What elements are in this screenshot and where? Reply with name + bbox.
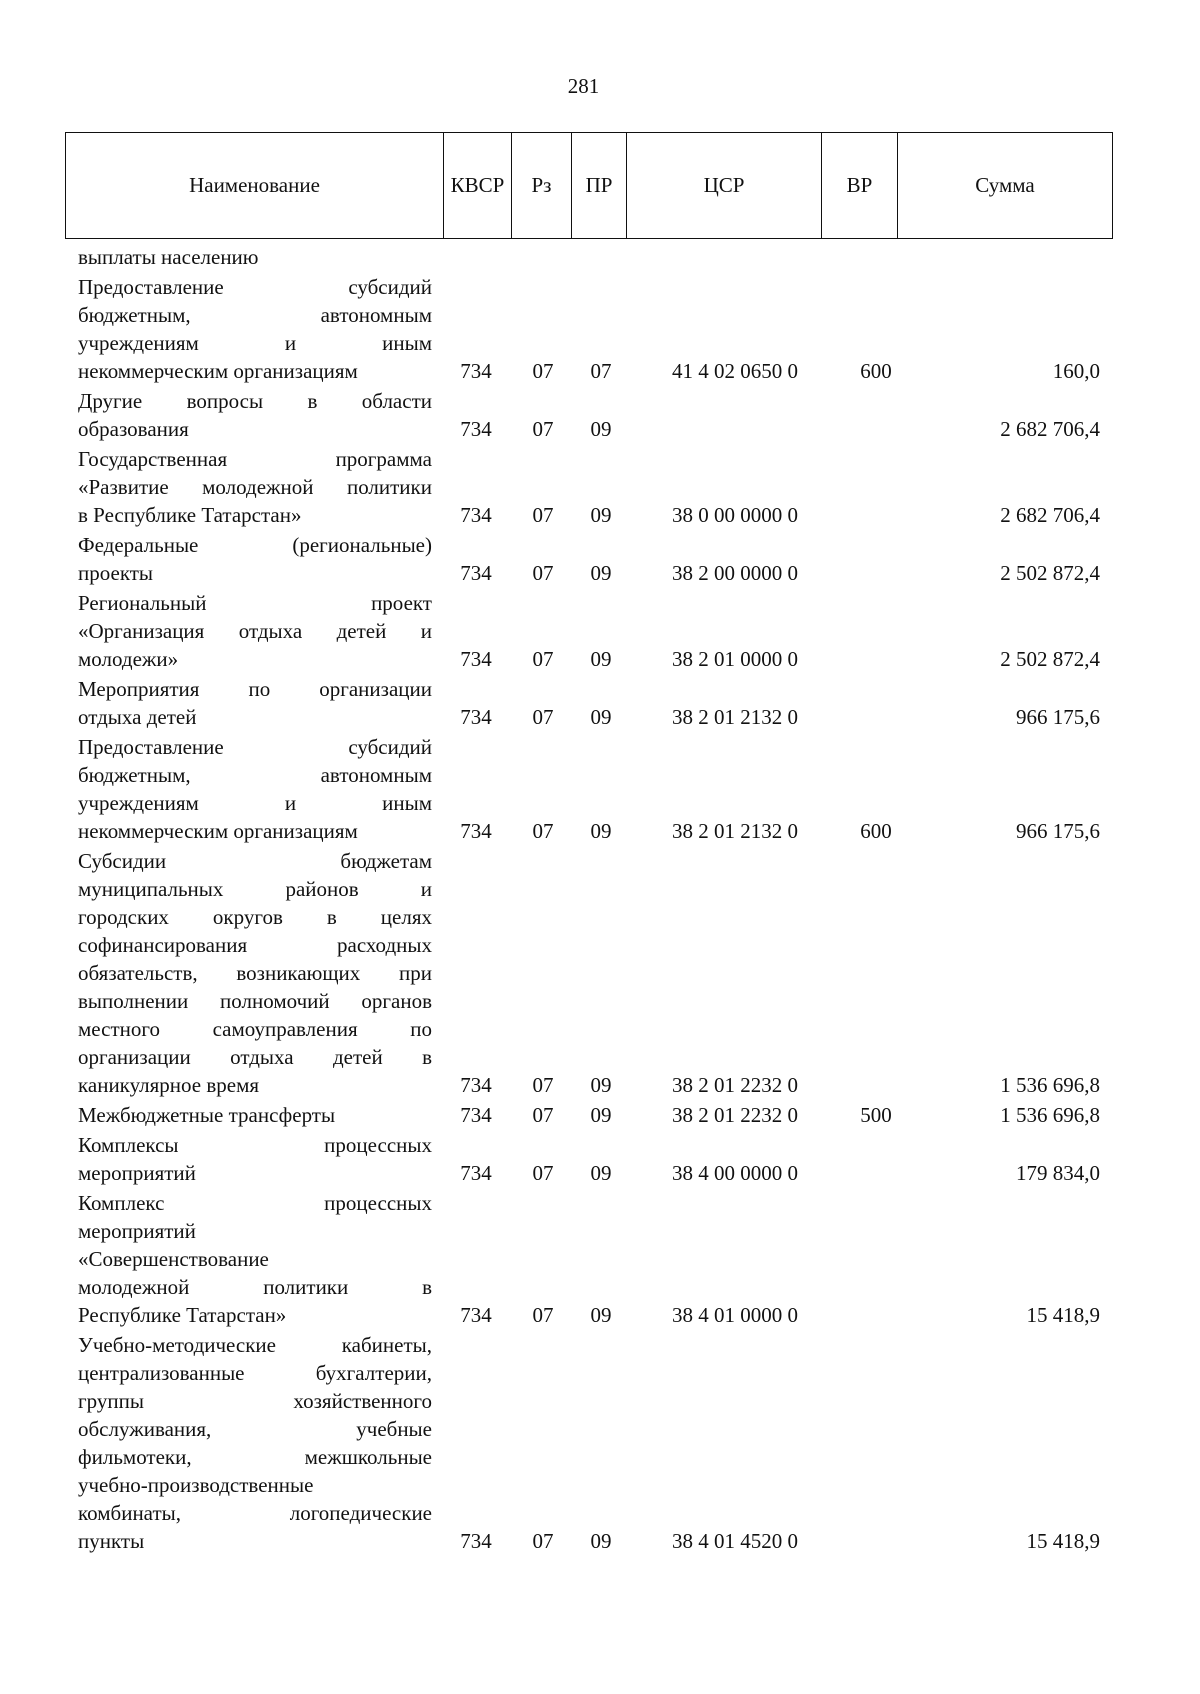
row-name-line: учреждениям и иным xyxy=(78,791,432,815)
cell-pr: 09 xyxy=(590,705,612,729)
row-name-line: Межбюджетные трансферты xyxy=(78,1103,336,1127)
cell-vr: 600 xyxy=(860,359,892,383)
table-row xyxy=(0,733,1200,845)
cell-csr: 38 2 01 0000 0 xyxy=(672,647,798,671)
row-name-line: Комплексы процессных xyxy=(78,1133,432,1157)
cell-sum: 2 682 706,4 xyxy=(1000,503,1100,527)
row-name-line: учебно-производственные xyxy=(78,1473,314,1497)
cell-rz: 07 xyxy=(532,705,554,729)
table-row xyxy=(0,847,1200,1099)
row-name xyxy=(78,387,432,443)
row-name-line: выплаты населению xyxy=(78,245,259,269)
row-name-line: проекты xyxy=(78,561,154,585)
cell-rz: 07 xyxy=(532,1161,554,1185)
table-row xyxy=(0,445,1200,529)
cell-rz: 07 xyxy=(532,417,554,441)
row-name-line: «Развитие молодежной политики xyxy=(78,475,432,499)
table-row xyxy=(0,531,1200,587)
row-name xyxy=(78,445,432,529)
row-name xyxy=(78,1131,432,1187)
cell-kvsr: 734 xyxy=(460,1303,492,1327)
cell-sum: 160,0 xyxy=(1052,359,1100,383)
cell-rz: 07 xyxy=(532,819,554,843)
row-name-line: отдыха детей xyxy=(78,705,197,729)
row-name-line: учреждениям и иным xyxy=(78,331,432,355)
row-name-line: мероприятий xyxy=(78,1161,196,1185)
table-row xyxy=(0,273,1200,385)
row-name-line: Региональный проект xyxy=(78,591,432,615)
row-name-line: группы хозяйственного xyxy=(78,1389,432,1413)
cell-sum: 2 502 872,4 xyxy=(1000,561,1100,585)
row-name-line: Субсидии бюджетам xyxy=(78,849,432,873)
cell-csr: 38 0 00 0000 0 xyxy=(672,503,798,527)
cell-csr: 41 4 02 0650 0 xyxy=(672,359,798,383)
cell-pr: 09 xyxy=(590,819,612,843)
row-name-line: мероприятий xyxy=(78,1219,196,1243)
cell-kvsr: 734 xyxy=(460,1103,492,1127)
row-name-line: бюджетным, автономным xyxy=(78,763,432,787)
cell-rz: 07 xyxy=(532,359,554,383)
page-number: 281 xyxy=(567,74,600,98)
cell-kvsr: 734 xyxy=(460,503,492,527)
row-name xyxy=(78,847,432,1099)
cell-csr: 38 2 00 0000 0 xyxy=(672,561,798,585)
cell-csr: 38 4 01 4520 0 xyxy=(672,1529,798,1553)
cell-pr: 09 xyxy=(590,417,612,441)
row-name-line: Предоставление субсидий xyxy=(78,275,432,299)
table-row xyxy=(0,387,1200,443)
row-name-line: местного самоуправления по xyxy=(78,1017,432,1041)
row-name-line: городских округов в целях xyxy=(78,905,432,929)
row-name-line: Другие вопросы в области xyxy=(78,389,432,413)
cell-kvsr: 734 xyxy=(460,647,492,671)
row-name-line: молодежи» xyxy=(78,647,179,671)
cell-sum: 966 175,6 xyxy=(1016,819,1100,843)
row-name-line: молодежной политики в xyxy=(78,1275,432,1299)
table-body xyxy=(0,243,1200,1557)
table-row xyxy=(0,1189,1200,1329)
cell-pr: 09 xyxy=(590,1303,612,1327)
cell-kvsr: 734 xyxy=(460,561,492,585)
cell-rz: 07 xyxy=(532,1303,554,1327)
column-header-pr: ПР xyxy=(572,133,627,239)
table-row xyxy=(0,1101,1200,1129)
row-name-line: «Совершенствование xyxy=(78,1247,269,1271)
cell-sum: 2 502 872,4 xyxy=(1000,647,1100,671)
cell-csr: 38 2 01 2232 0 xyxy=(672,1103,798,1127)
cell-rz: 07 xyxy=(532,647,554,671)
cell-kvsr: 734 xyxy=(460,705,492,729)
row-name-line: Федеральные (региональные) xyxy=(78,533,432,557)
cell-kvsr: 734 xyxy=(460,1073,492,1097)
row-name-line: организации отдыха детей в xyxy=(78,1045,432,1069)
row-name-line: некоммерческим организациям xyxy=(78,819,358,843)
row-name xyxy=(78,531,432,587)
row-name-line: образования xyxy=(78,417,189,441)
cell-rz: 07 xyxy=(532,1073,554,1097)
row-name-line: Комплекс процессных xyxy=(78,1191,432,1215)
table-row xyxy=(0,1131,1200,1187)
row-name-line: Республике Татарстан» xyxy=(78,1303,287,1327)
cell-kvsr: 734 xyxy=(460,1529,492,1553)
row-name-line: некоммерческим организациям xyxy=(78,359,358,383)
row-name xyxy=(78,273,432,385)
row-name-line: централизованные бухгалтерии, xyxy=(78,1361,432,1385)
row-name-line: Предоставление субсидий xyxy=(78,735,432,759)
cell-csr: 38 4 00 0000 0 xyxy=(672,1161,798,1185)
cell-vr: 500 xyxy=(860,1103,892,1127)
cell-pr: 09 xyxy=(590,1529,612,1553)
row-name-line: каникулярное время xyxy=(78,1073,260,1097)
row-name-line: софинансирования расходных xyxy=(78,933,432,957)
cell-sum: 15 418,9 xyxy=(1026,1303,1100,1327)
cell-rz: 07 xyxy=(532,561,554,585)
row-name xyxy=(78,1189,432,1329)
row-name-line: Мероприятия по организации xyxy=(78,677,432,701)
row-name-line: Учебно-методические кабинеты, xyxy=(78,1333,432,1357)
cell-sum: 966 175,6 xyxy=(1016,705,1100,729)
row-name-line: Государственная программа xyxy=(78,447,432,471)
cell-kvsr: 734 xyxy=(460,819,492,843)
cell-kvsr: 734 xyxy=(460,417,492,441)
cell-sum: 1 536 696,8 xyxy=(1000,1103,1100,1127)
cell-pr: 09 xyxy=(590,647,612,671)
row-name xyxy=(78,589,432,673)
cell-pr: 09 xyxy=(590,1103,612,1127)
cell-pr: 09 xyxy=(590,561,612,585)
cell-csr: 38 2 01 2132 0 xyxy=(672,705,798,729)
column-header-rz: Рз xyxy=(512,133,572,239)
cell-rz: 07 xyxy=(532,1103,554,1127)
row-name xyxy=(78,675,432,731)
cell-csr: 38 2 01 2132 0 xyxy=(672,819,798,843)
cell-pr: 09 xyxy=(590,1073,612,1097)
table-row xyxy=(0,675,1200,731)
cell-kvsr: 734 xyxy=(460,359,492,383)
table-row xyxy=(0,1331,1200,1555)
cell-pr: 09 xyxy=(590,503,612,527)
cell-sum: 15 418,9 xyxy=(1026,1529,1100,1553)
cell-csr: 38 4 01 0000 0 xyxy=(672,1303,798,1327)
cell-rz: 07 xyxy=(532,1529,554,1553)
column-header-vr: ВР xyxy=(822,133,898,239)
row-name-line: «Организация отдыха детей и xyxy=(78,619,432,643)
row-name-line: в Республике Татарстан» xyxy=(78,503,302,527)
row-name-line: пункты xyxy=(78,1529,145,1553)
row-name xyxy=(78,243,432,271)
cell-vr: 600 xyxy=(860,819,892,843)
cell-sum: 2 682 706,4 xyxy=(1000,417,1100,441)
row-name-line: фильмотеки, межшкольные xyxy=(78,1445,432,1469)
column-header-kvsr: КВСР xyxy=(444,133,512,239)
cell-csr: 38 2 01 2232 0 xyxy=(672,1073,798,1097)
row-name-line: бюджетным, автономным xyxy=(78,303,432,327)
row-name-line: муниципальных районов и xyxy=(78,877,432,901)
table-row xyxy=(0,243,1200,271)
row-name-line: выполнении полномочий органов xyxy=(78,989,432,1013)
cell-kvsr: 734 xyxy=(460,1161,492,1185)
row-name xyxy=(78,1331,432,1555)
row-name-line: обслуживания, учебные xyxy=(78,1417,432,1441)
row-name xyxy=(78,733,432,845)
row-name xyxy=(78,1101,432,1129)
table-row xyxy=(0,589,1200,673)
column-header-name: Наименование xyxy=(66,133,444,239)
column-header-sum: Сумма xyxy=(898,133,1113,239)
cell-pr: 09 xyxy=(590,1161,612,1185)
cell-sum: 179 834,0 xyxy=(1016,1161,1100,1185)
cell-sum: 1 536 696,8 xyxy=(1000,1073,1100,1097)
cell-rz: 07 xyxy=(532,503,554,527)
row-name-line: обязательств, возникающих при xyxy=(78,961,432,985)
table-header xyxy=(65,132,1113,239)
cell-pr: 07 xyxy=(590,359,612,383)
column-header-csr: ЦСР xyxy=(627,133,822,239)
row-name-line: комбинаты, логопедические xyxy=(78,1501,432,1525)
